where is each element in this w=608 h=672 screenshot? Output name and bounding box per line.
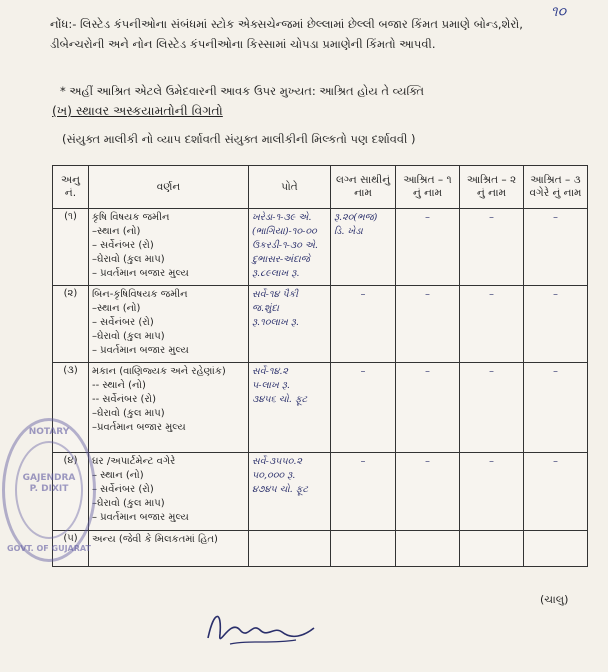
- handwritten-line: રૂ.૨૦(ભજ): [334, 212, 378, 223]
- table-row: [53, 531, 588, 567]
- row-serial: (૫): [53, 531, 89, 567]
- spouse-entry: [331, 531, 396, 567]
- seal-text-bot: GOVT. OF GUJARAT: [7, 544, 91, 553]
- desc-line: –સ્થાન (નો): [92, 303, 141, 314]
- spouse-entry: [331, 209, 396, 286]
- handwritten-line: રૂ.૧૦લાખ રૂ.: [252, 317, 299, 328]
- table-row: [53, 286, 588, 363]
- handwritten-line: (ભાગિયા)-૧૦-૦૦: [252, 226, 317, 237]
- desc-line: –ઘેરાવો (કુલ માપ): [92, 254, 165, 265]
- desc-line: બિન-કૃષિવિષયક જમીન: [92, 289, 188, 300]
- desc-line: – પ્રવર્તમાન બજાર મુલ્ય: [92, 512, 189, 523]
- header-description: વર્ણન: [89, 166, 249, 209]
- self-entry: [249, 209, 331, 286]
- desc-line: – પ્રવર્તમાન બજાર મુલ્ય: [92, 345, 189, 356]
- desc-line: – સર્વેનંબર (રો): [92, 240, 154, 251]
- self-entry: [249, 453, 331, 531]
- dependent-1-entry: –: [396, 286, 460, 363]
- row-description: [89, 531, 249, 567]
- dependent-3-entry: [524, 531, 588, 567]
- handwritten-line: સર્વે-૧૪ પૈકી: [252, 289, 298, 300]
- joint-ownership-note: (સંયુક્ત માલીકી નો વ્યાપ દર્શાવતી સંયુક્ત માલીકીની મિલ્કતો પણ દર્શાવવી ): [62, 132, 416, 146]
- row-serial: (૪): [53, 453, 89, 531]
- handwritten-line: ડિ. ખેડા: [334, 226, 363, 237]
- desc-line: -- સ્થાને (નો): [92, 380, 146, 391]
- desc-line: –સ્થાન (નો): [92, 226, 141, 237]
- desc-line: – સ્થાન (નો): [92, 470, 144, 481]
- desc-line: કૃષિ વિષયક જમીન: [92, 212, 170, 223]
- desc-line: – સર્વેનંબર (રો): [92, 317, 154, 328]
- handwritten-line: દુભાસર-અંદાજે: [252, 254, 310, 265]
- row-serial: (૩): [53, 363, 89, 453]
- desc-line: –પ્રવર્તમાન બજાર મુલ્ય: [92, 422, 186, 433]
- section-title: (ખ) સ્થાવર અસ્કયામતોની વિગતો: [52, 103, 223, 118]
- handwritten-line: ખરેડા-૧-૩૯ એ.: [252, 212, 312, 223]
- dependent-2-entry: –: [460, 286, 524, 363]
- row-description: [89, 453, 249, 531]
- dependent-2-entry: –: [460, 209, 524, 286]
- dependent-2-entry: –: [460, 453, 524, 531]
- handwritten-line: સર્વે-૧૪.૨: [252, 366, 288, 377]
- header-dependent-2: આશ્રિત – ૨ નું નામ: [460, 166, 524, 209]
- row-description: [89, 209, 249, 286]
- dependent-1-entry: –: [396, 453, 460, 531]
- dependent-3-entry: –: [524, 209, 588, 286]
- handwritten-line: ૪૭૪૫ ચો. ફૂટ: [252, 484, 308, 495]
- spouse-entry: –: [331, 363, 396, 453]
- desc-line: – સર્વેનંબર (રો): [92, 484, 154, 495]
- spouse-entry: –: [331, 286, 396, 363]
- dependent-2-entry: –: [460, 363, 524, 453]
- dependent-1-entry: –: [396, 209, 460, 286]
- header-serial: અનુ નં.: [53, 166, 89, 209]
- dependent-3-entry: –: [524, 363, 588, 453]
- dependent-2-entry: [460, 531, 524, 567]
- note-paragraph: નોંધ:- લિસ્ટેડ કંપનીઓના સંબંધમાં સ્ટોક એક્સચેન્જમાં છેલ્લામાં છેલ્લી બજાર કિંમત પ્રમાણે બોન્ડ,શેરો, ડીબેન્ચરોની અને નોન લિસ્ટેડ કંપનીઓના કિસ્સામાં ચોપડા પ્રમાણેની કિંમતો આપવી.: [50, 17, 523, 51]
- dependent-1-entry: [396, 531, 460, 567]
- spouse-entry: –: [331, 453, 396, 531]
- row-description: [89, 286, 249, 363]
- table-row: [53, 453, 588, 531]
- desc-line: મકાન (વાણિજ્યક અને રહેણાંક): [92, 366, 226, 377]
- handwritten-line: સર્વે-૩૫૫૦.૨: [252, 456, 302, 467]
- header-self: પોતે: [249, 166, 331, 209]
- handwritten-line: ઉકરડી-૧-૩૦ એ.: [252, 240, 318, 251]
- desc-line: -- સર્વેનંબર (રો): [92, 394, 157, 405]
- row-serial: (૨): [53, 286, 89, 363]
- header-spouse: લગ્ન સાથીનું નામ: [331, 166, 396, 209]
- signature-stroke: [230, 640, 296, 644]
- dependent-3-entry: –: [524, 286, 588, 363]
- table-header-row: [53, 166, 588, 209]
- signature-stroke: [208, 616, 314, 638]
- page-number: ૧૦: [550, 4, 566, 20]
- desc-line: ઘર /અપાર્ટમેન્ટ વગેરે: [92, 456, 176, 467]
- handwritten-line: જ.શુંદા: [252, 303, 279, 314]
- header-dependent-3: આશ્રિત – ૩ વગેરે નું નામ: [524, 166, 588, 209]
- continue-label: (ચાલુ): [540, 593, 569, 606]
- table-row: [53, 363, 588, 453]
- seal-text-mid: GAJENDRA P. DIXIT: [22, 473, 76, 494]
- handwritten-line: ૩૪૫૬ ચો. ફૂટ: [252, 394, 308, 405]
- self-entry: [249, 286, 331, 363]
- desc-line: – પ્રવર્તમાન બજાર મુલ્ય: [92, 268, 189, 279]
- self-entry: [249, 363, 331, 453]
- desc-line: –ઘેરાવો (કુલ માપ): [92, 498, 165, 509]
- dependent-1-entry: –: [396, 363, 460, 453]
- desc-line: અન્ય (જેવી કે મિલકતમાં હિત): [92, 534, 218, 545]
- notary-seal: [2, 418, 96, 562]
- signature-scribble: [200, 600, 320, 660]
- dependent-footnote: * અહીં આશ્રિત એટલે ઉમેદવારની આવક ઉપર મુખ્યત: આશ્રિત હોય તે વ્યક્તિ: [60, 84, 424, 98]
- table-row: [53, 209, 588, 286]
- desc-line: –ઘેરાવો (કુલ માપ): [92, 331, 165, 342]
- row-serial: (૧): [53, 209, 89, 286]
- dependent-3-entry: –: [524, 453, 588, 531]
- handwritten-line: ૫૦,૦૦૦ રૂ.: [252, 470, 296, 481]
- handwritten-line: ૫-લાખ રૂ.: [252, 380, 290, 391]
- desc-line: –ઘેરાવો (કુલ માપ): [92, 408, 165, 419]
- row-description: [89, 363, 249, 453]
- immovable-assets-table: [52, 165, 588, 567]
- handwritten-line: રૂ.૮૯લાખ રૂ.: [252, 268, 300, 279]
- seal-text-top: NOTARY: [28, 427, 70, 437]
- self-entry: [249, 531, 331, 567]
- header-dependent-1: આશ્રિત – ૧ નું નામ: [396, 166, 460, 209]
